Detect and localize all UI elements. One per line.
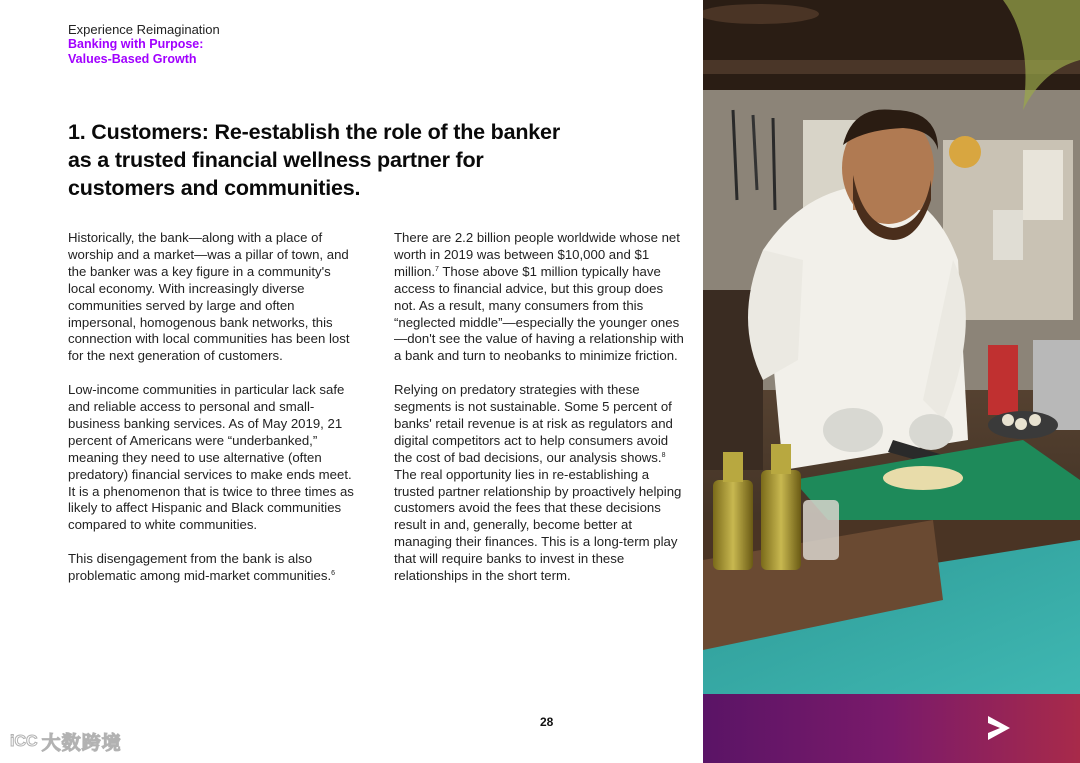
paragraph-text: Relying on predatory strategies with these segments is not sustainable. Some 5 percent of banks' retail revenue is at risk as regulators and digital competitors act to help consumers avoid the cost of bad decisions, our analysis shows. <box>394 382 673 465</box>
body-column-right <box>394 230 686 602</box>
section-headline: 1. Customers: Re-establish the role of the banker as a trusted financial wellness partner for customers and communities. <box>68 120 560 200</box>
paragraph: Historically, the bank—along with a place of worship and a market—was a pillar of town, and the banker was a key figure in a community's local economy. With increasingly diverse communities served by large and often impersonal, homogenous bank networks, this connection with local communities has been lost for the next generation of customers. <box>68 230 350 364</box>
chef-photo <box>703 0 1080 694</box>
footnote-ref[interactable]: 6 <box>331 570 336 578</box>
paragraph-text: Those above $1 million typically have access to financial advice, but this group does not. As a result, many consumers from this “neglected middle”—especially the younger ones—don't see the value of having a relationship with a bank and turn to neobanks to minimize friction. <box>394 263 684 364</box>
body-column-left <box>68 230 360 602</box>
footnote-ref[interactable]: 7 <box>435 265 439 273</box>
header-section-label: Experience Reimagination <box>68 22 220 37</box>
navigation-bar <box>703 694 1080 763</box>
header-title-line1: Banking with Purpose: <box>68 37 204 51</box>
watermark-text: 大数跨境 <box>41 733 122 754</box>
running-header <box>68 22 220 67</box>
paragraph <box>394 230 686 365</box>
next-page-arrow-icon[interactable] <box>986 714 1012 742</box>
paragraph: Low-income communities in particular lack safe and reliable access to personal and small-business banking services. As of May 2019, 21 percent of Americans were “underbanked,” meaning they need to use alternative (often predatory) financial services to make ends meet. It is a phenomenon that is twice to three times as likely to affect Hispanic and Black communities compared to white communities. <box>68 382 354 533</box>
paragraph <box>68 551 360 585</box>
paragraph-text: This disengagement from the bank is also problematic among mid-market communities. <box>68 551 332 584</box>
watermark <box>10 728 122 755</box>
paragraph-text: There are 2.2 billion people worldwide whose net worth in 2019 was between $10,000 and $1 million. <box>394 230 680 279</box>
paragraph-text: The real opportunity lies in re-establishing a trusted partner relationship by proactively helping customers avoid the fees that these decisions result in and, generally, become better at managing their finances. This is a long-term play that will require banks to invest in these relationships in the short term. <box>394 466 682 584</box>
footnote-ref[interactable]: 8 <box>661 451 666 459</box>
paragraph <box>394 382 686 585</box>
watermark-logo-icon: iCC <box>10 732 38 750</box>
page-number: 28 <box>540 715 554 729</box>
header-title-line2: Values-Based Growth <box>68 52 197 66</box>
